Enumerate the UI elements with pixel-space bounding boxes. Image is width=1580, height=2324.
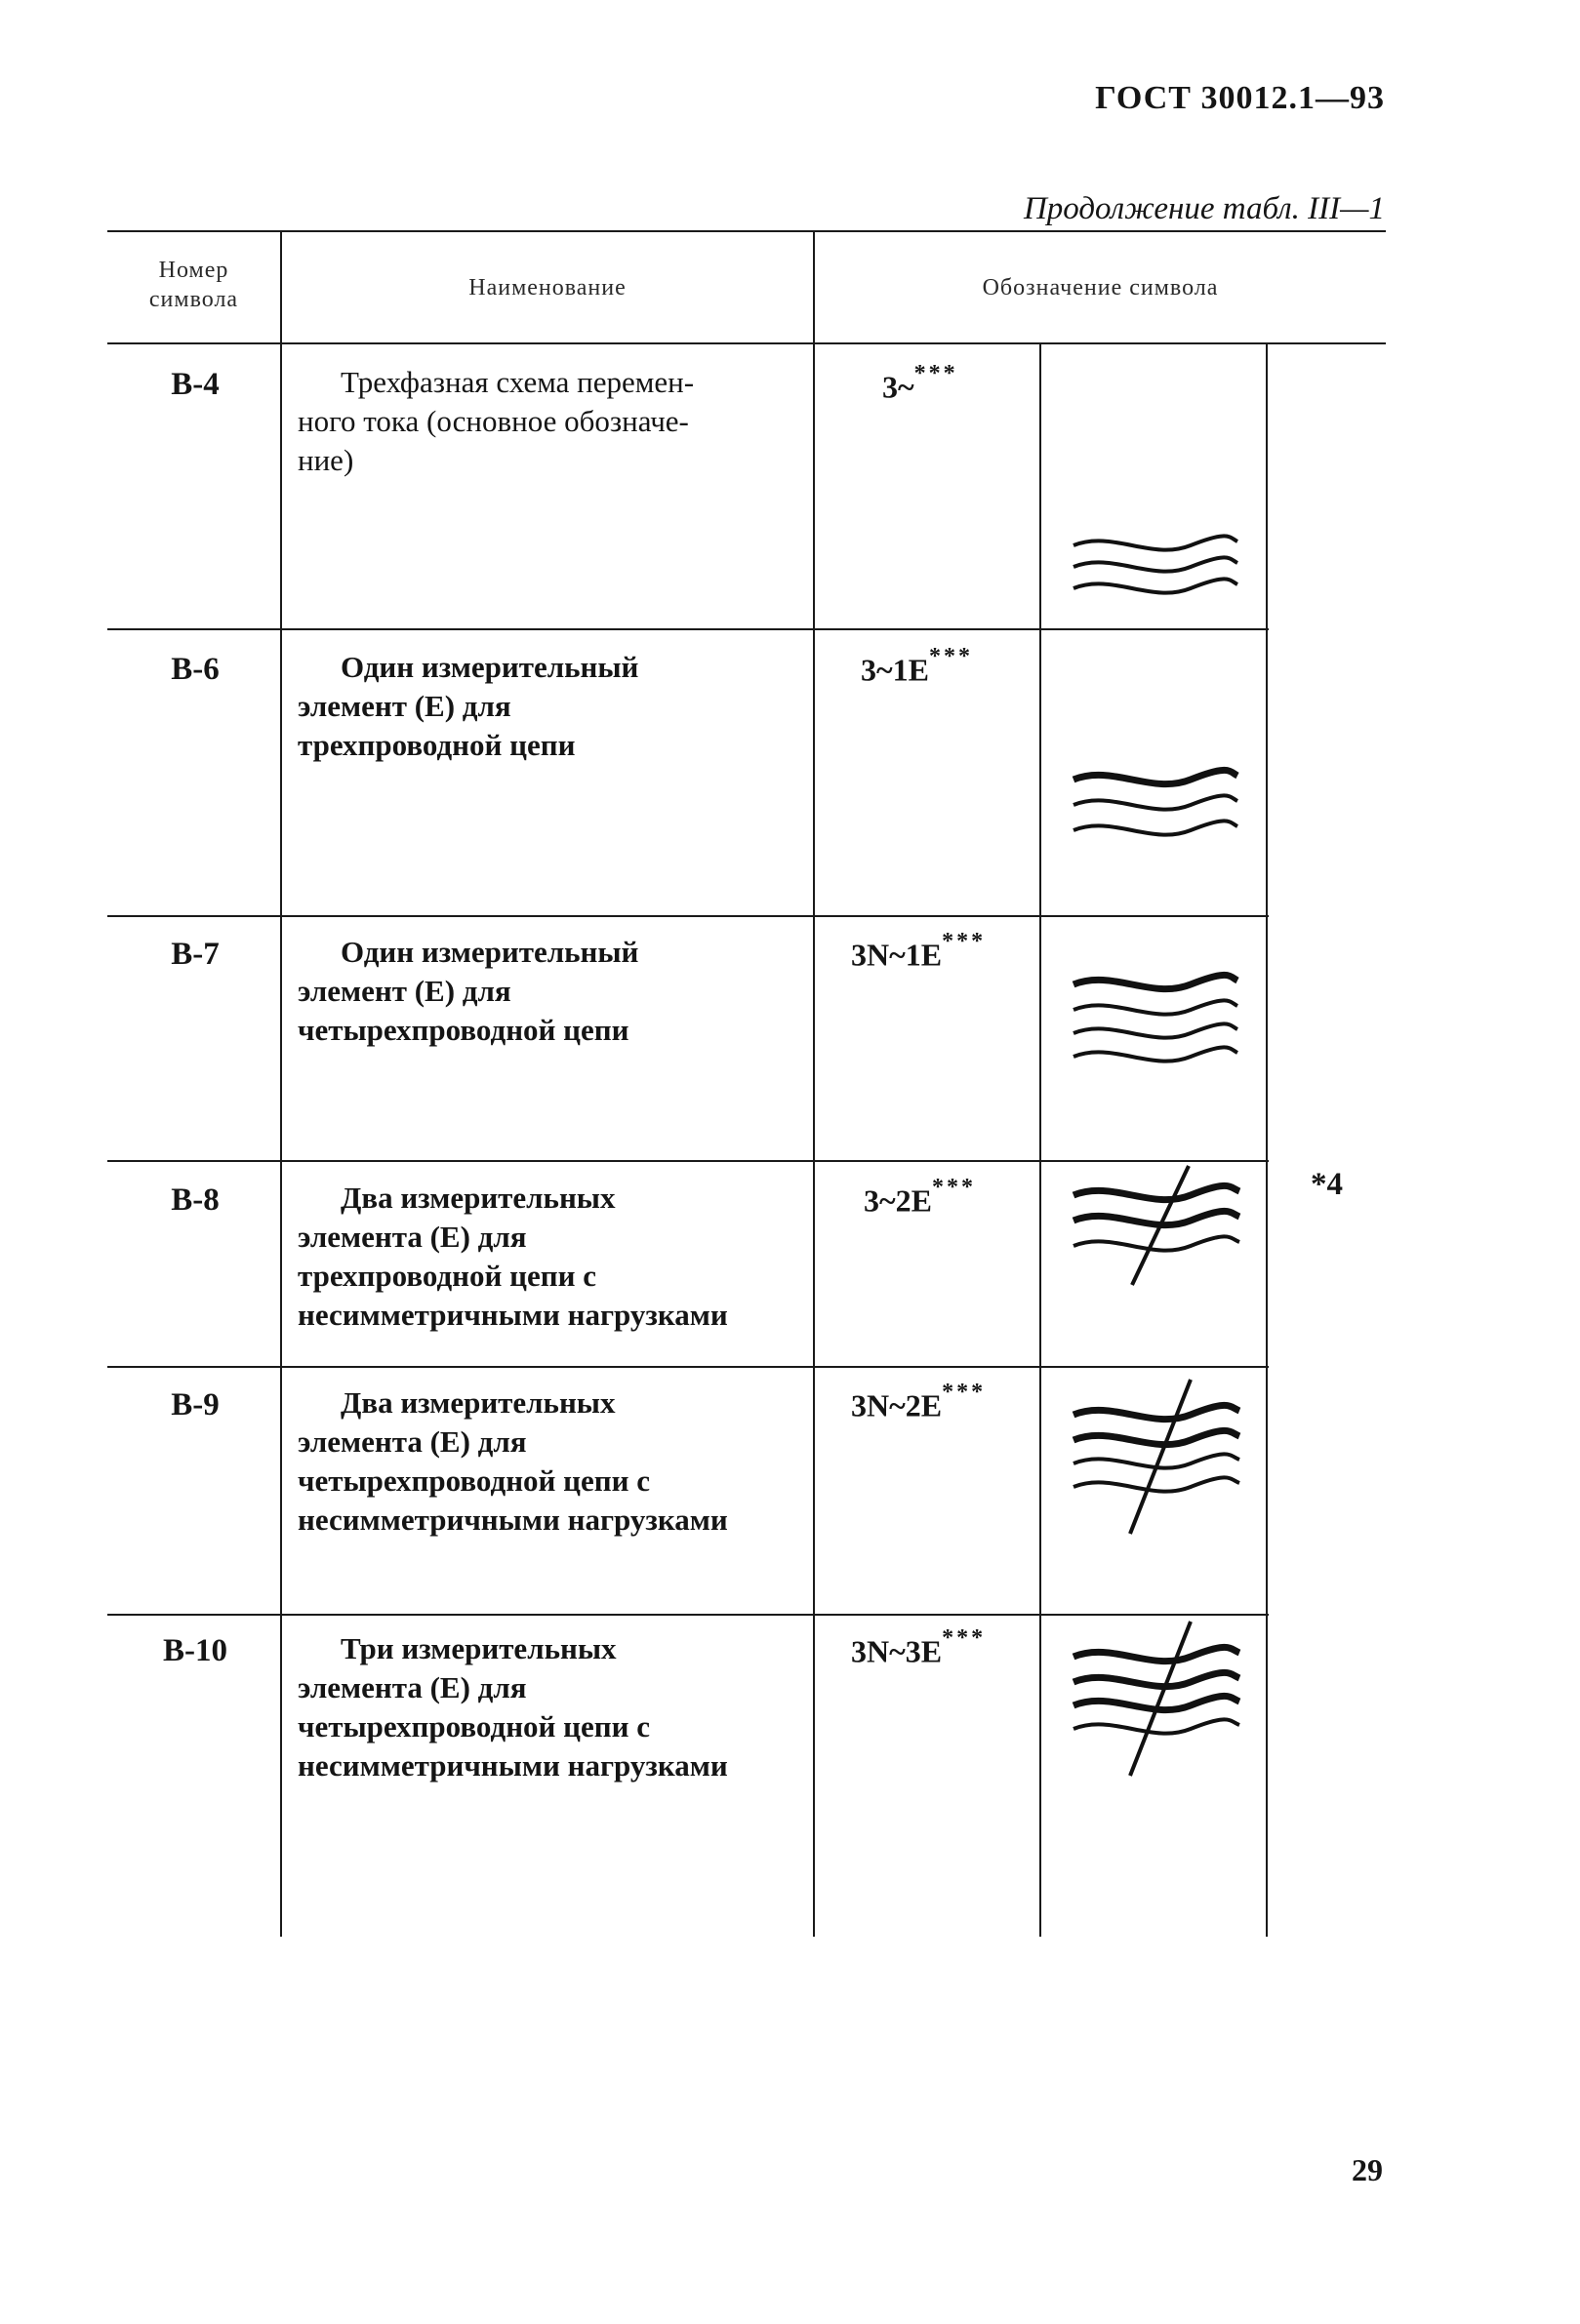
row-divider	[107, 1160, 1269, 1162]
row-divider	[107, 1366, 1269, 1368]
column-divider	[280, 230, 282, 1937]
symbol-name-line: несимметричными нагрузками	[298, 1298, 728, 1332]
row-divider	[107, 628, 1269, 630]
row-divider	[107, 1614, 1269, 1616]
symbol-name-line: Два измерительных	[341, 1385, 616, 1420]
symbol-name-line: несимметричными нагрузками	[298, 1748, 728, 1783]
symbol-name	[298, 363, 795, 480]
designation-marks: ***	[931, 1175, 976, 1200]
symbol-name-line: Два измерительных	[341, 1181, 616, 1215]
table-continuation-label: Продолжение табл. III—1	[1023, 191, 1385, 226]
symbol-number: В-8	[171, 1182, 220, 1218]
column-divider	[813, 230, 815, 1937]
symbol-number: В-4	[171, 367, 220, 402]
four-wavy-lines-three-bold-crossed-icon	[1074, 1622, 1244, 1778]
symbol-name-line: элемента (Е) для	[298, 1220, 527, 1254]
symbol-designation	[882, 361, 958, 406]
symbol-name-line: трехпроводной цепи	[298, 728, 576, 762]
side-note: *4	[1311, 1167, 1343, 1202]
column-header-number-line: Номер	[158, 258, 229, 283]
symbol-name-line: элемент (Е) для	[298, 974, 511, 1008]
symbol-name	[298, 933, 795, 1050]
symbol-designation-text: 3~	[882, 369, 914, 405]
symbol-name-line: Один измерительный	[341, 650, 639, 684]
three-wavy-lines-icon	[1074, 532, 1239, 610]
column-divider	[1039, 342, 1041, 1937]
column-header-designation: Обозначение символа	[982, 275, 1219, 301]
symbol-name	[298, 1179, 795, 1335]
symbol-name-line: ного тока (основное обозначе-	[298, 404, 689, 438]
symbol-designation	[851, 929, 987, 974]
designation-marks: ***	[913, 361, 958, 386]
symbol-designation	[861, 644, 973, 689]
designation-marks: ***	[942, 1625, 987, 1651]
designation-marks: ***	[942, 929, 987, 954]
symbol-designation-text: 3N~2Е	[851, 1387, 943, 1423]
column-divider	[1266, 342, 1268, 1937]
row-divider	[107, 915, 1269, 917]
symbol-number: В-10	[163, 1633, 227, 1668]
document-code: ГОСТ 30012.1—93	[1095, 80, 1385, 116]
symbol-name-line: Трехфазная схема перемен-	[341, 365, 695, 399]
symbol-name-line: четырехпроводной цепи с	[298, 1709, 651, 1743]
page-number: 29	[1352, 2152, 1383, 2187]
header-bottom-rule	[107, 342, 1386, 344]
symbol-number: В-7	[171, 937, 220, 972]
symbol-name-line: четырехпроводной цепи с	[298, 1463, 651, 1498]
column-header-name: Наименование	[468, 275, 627, 301]
symbol-number: В-9	[171, 1387, 220, 1422]
symbol-name-line: элемента (Е) для	[298, 1670, 527, 1704]
column-header-number	[107, 256, 280, 314]
symbol-designation-text: 3N~1Е	[851, 937, 943, 973]
symbol-name	[298, 1629, 795, 1785]
symbol-name	[298, 648, 795, 765]
symbol-name-line: несимметричными нагрузками	[298, 1503, 728, 1537]
symbol-designation-text: 3~1Е	[861, 652, 929, 688]
symbol-designation-text: 3~2Е	[864, 1182, 932, 1219]
designation-marks: ***	[942, 1380, 987, 1405]
symbol-name-line: Три измерительных	[341, 1631, 617, 1665]
designation-marks: ***	[928, 644, 973, 669]
symbol-name-line: четырехпроводной цепи	[298, 1013, 629, 1047]
symbol-designation-text: 3N~3Е	[851, 1633, 943, 1669]
four-wavy-lines-top-bold-icon	[1074, 971, 1239, 1078]
symbol-name-line: элемента (Е) для	[298, 1424, 527, 1459]
symbol-name-line: Один измерительный	[341, 935, 639, 969]
symbol-number: В-6	[171, 652, 220, 687]
symbol-designation	[864, 1175, 976, 1220]
three-wavy-lines-top-bold-icon	[1074, 766, 1239, 849]
four-wavy-lines-crossed-icon	[1074, 1380, 1244, 1536]
symbol-name	[298, 1383, 795, 1540]
symbol-name-line: элемент (Е) для	[298, 689, 511, 723]
symbol-designation	[851, 1380, 987, 1424]
three-wavy-lines-crossed-icon	[1074, 1166, 1244, 1288]
symbol-designation	[851, 1625, 987, 1670]
column-header-number-line: символа	[148, 287, 239, 312]
symbol-name-line: трехпроводной цепи с	[298, 1259, 596, 1293]
symbol-name-line: ние)	[298, 443, 354, 477]
table-top-rule	[107, 230, 1386, 232]
